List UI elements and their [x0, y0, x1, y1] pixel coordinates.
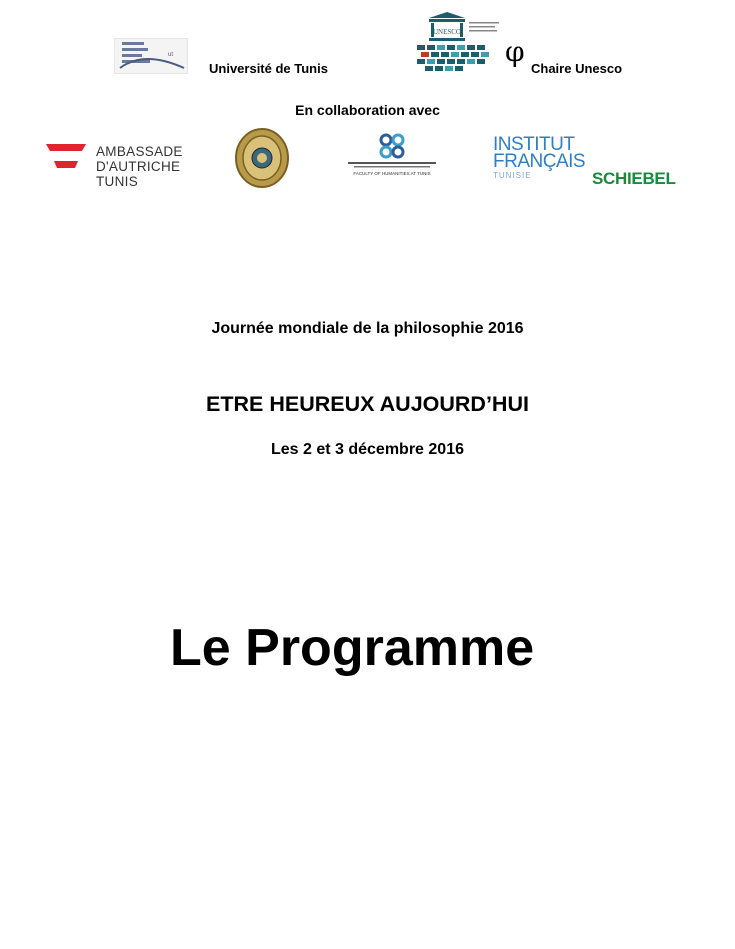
phi-symbol: φ [505, 35, 525, 68]
austria-line-3: TUNIS [96, 174, 138, 189]
institut-line-1: INSTITUT [493, 134, 575, 155]
theme-title: ETRE HEUREUX AUJOURD’HUI [206, 392, 529, 416]
institut-sub: TUNISIE [493, 171, 532, 180]
collaboration-label: En collaboration avec [295, 102, 440, 118]
austria-line-1: AMBASSADE [96, 144, 183, 159]
faculty-label: FACULTY OF HUMANITIES AT TUNIS [353, 171, 431, 176]
institut-francais-logo [493, 136, 585, 182]
svg-text:ut: ut [168, 52, 174, 58]
schiebel-logo: SCHIEBEL [592, 169, 676, 188]
unesco-logo [415, 12, 505, 74]
austria-flag-icon [46, 144, 86, 168]
institut-line-2: FRANÇAIS [493, 151, 586, 172]
programme-heading: Le Programme [170, 619, 535, 677]
event-title: Journée mondiale de la philosophie 2016 [211, 320, 524, 337]
university-name: Université de Tunis [209, 61, 328, 76]
austria-embassy-logo [96, 144, 183, 189]
event-date: Les 2 et 3 décembre 2016 [270, 441, 464, 458]
unesco-logo-text: UNESCO [432, 28, 462, 36]
chair-name: Chaire Unesco [531, 61, 623, 76]
austria-line-2: D'AUTRICHE [96, 159, 181, 174]
seal-logo [234, 127, 290, 189]
university-logo [114, 38, 188, 74]
